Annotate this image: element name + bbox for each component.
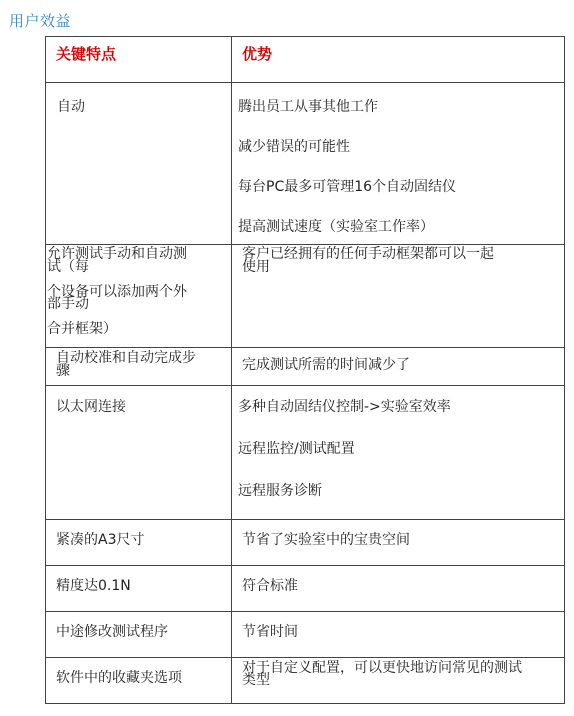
feature-text: 中途修改测试程序 <box>56 624 168 640</box>
benefit-text: 符合标准 <box>242 578 298 594</box>
benefit-text: 远程监控/测试配置 <box>238 441 355 457</box>
feature-text: 个设备可以添加两个外 <box>47 284 187 300</box>
table-row <box>46 386 565 520</box>
header-benefits-label: 优势 <box>242 45 273 63</box>
feature-text: 自动 <box>57 99 85 115</box>
benefit-cell <box>232 658 565 704</box>
feature-cell <box>46 612 232 658</box>
benefit-cell <box>232 566 565 612</box>
table-row <box>46 520 565 566</box>
benefit-cell <box>232 245 565 348</box>
features-table <box>45 36 565 704</box>
header-key-features-label: 关键特点 <box>56 45 117 63</box>
table-row <box>46 348 565 386</box>
feature-text: 软件中的收藏夹选项 <box>56 670 182 686</box>
table-row <box>46 83 565 245</box>
table-header-row <box>46 37 565 83</box>
benefit-text: 腾出员工从事其他工作 <box>238 99 378 115</box>
feature-text: 骤 <box>56 363 70 379</box>
benefit-cell <box>232 83 565 245</box>
benefit-text: 提高测试速度（实验室工作率） <box>238 219 434 235</box>
benefit-cell <box>232 386 565 520</box>
table-row <box>46 612 565 658</box>
header-key-features <box>46 37 232 83</box>
benefit-cell <box>232 520 565 566</box>
table-row <box>46 245 565 348</box>
feature-text: 试（每 <box>47 259 89 275</box>
benefit-text: 节省时间 <box>242 624 298 640</box>
benefit-text: 使用 <box>242 259 270 275</box>
feature-cell <box>46 658 232 704</box>
header-benefits <box>232 37 565 83</box>
benefit-cell <box>232 612 565 658</box>
benefit-text: 多种自动固结仪控制->实验室效率 <box>238 399 451 415</box>
feature-text: 精度达0.1N <box>56 578 131 594</box>
benefit-cell <box>232 348 565 386</box>
feature-text: 合并框架） <box>47 321 117 337</box>
benefit-text: 对于自定义配置，可以更快地访问常见的测试 <box>242 660 522 676</box>
benefit-text: 每台PC最多可管理16个自动固结仪 <box>238 179 457 195</box>
benefit-text: 完成测试所需的时间减少了 <box>242 357 410 373</box>
benefit-text: 类型 <box>242 672 270 688</box>
feature-cell <box>46 566 232 612</box>
benefit-text: 节省了实验室中的宝贵空间 <box>242 532 410 548</box>
feature-cell <box>46 245 232 348</box>
section-heading: 用户效益 <box>9 12 72 30</box>
feature-cell <box>46 386 232 520</box>
feature-text: 以太网连接 <box>56 399 126 415</box>
table-row <box>46 566 565 612</box>
feature-cell <box>46 520 232 566</box>
benefit-text: 减少错误的可能性 <box>238 139 350 155</box>
feature-cell <box>46 83 232 245</box>
feature-text: 允许测试手动和自动测 <box>47 246 187 262</box>
feature-text: 紧凑的A3尺寸 <box>56 532 145 548</box>
feature-text: 部手动 <box>47 296 89 312</box>
feature-cell <box>46 348 232 386</box>
feature-text: 自动校准和自动完成步 <box>56 350 196 366</box>
benefit-text: 客户已经拥有的任何手动框架都可以一起 <box>242 246 494 262</box>
benefit-text: 远程服务诊断 <box>238 483 322 499</box>
table-row <box>46 658 565 704</box>
